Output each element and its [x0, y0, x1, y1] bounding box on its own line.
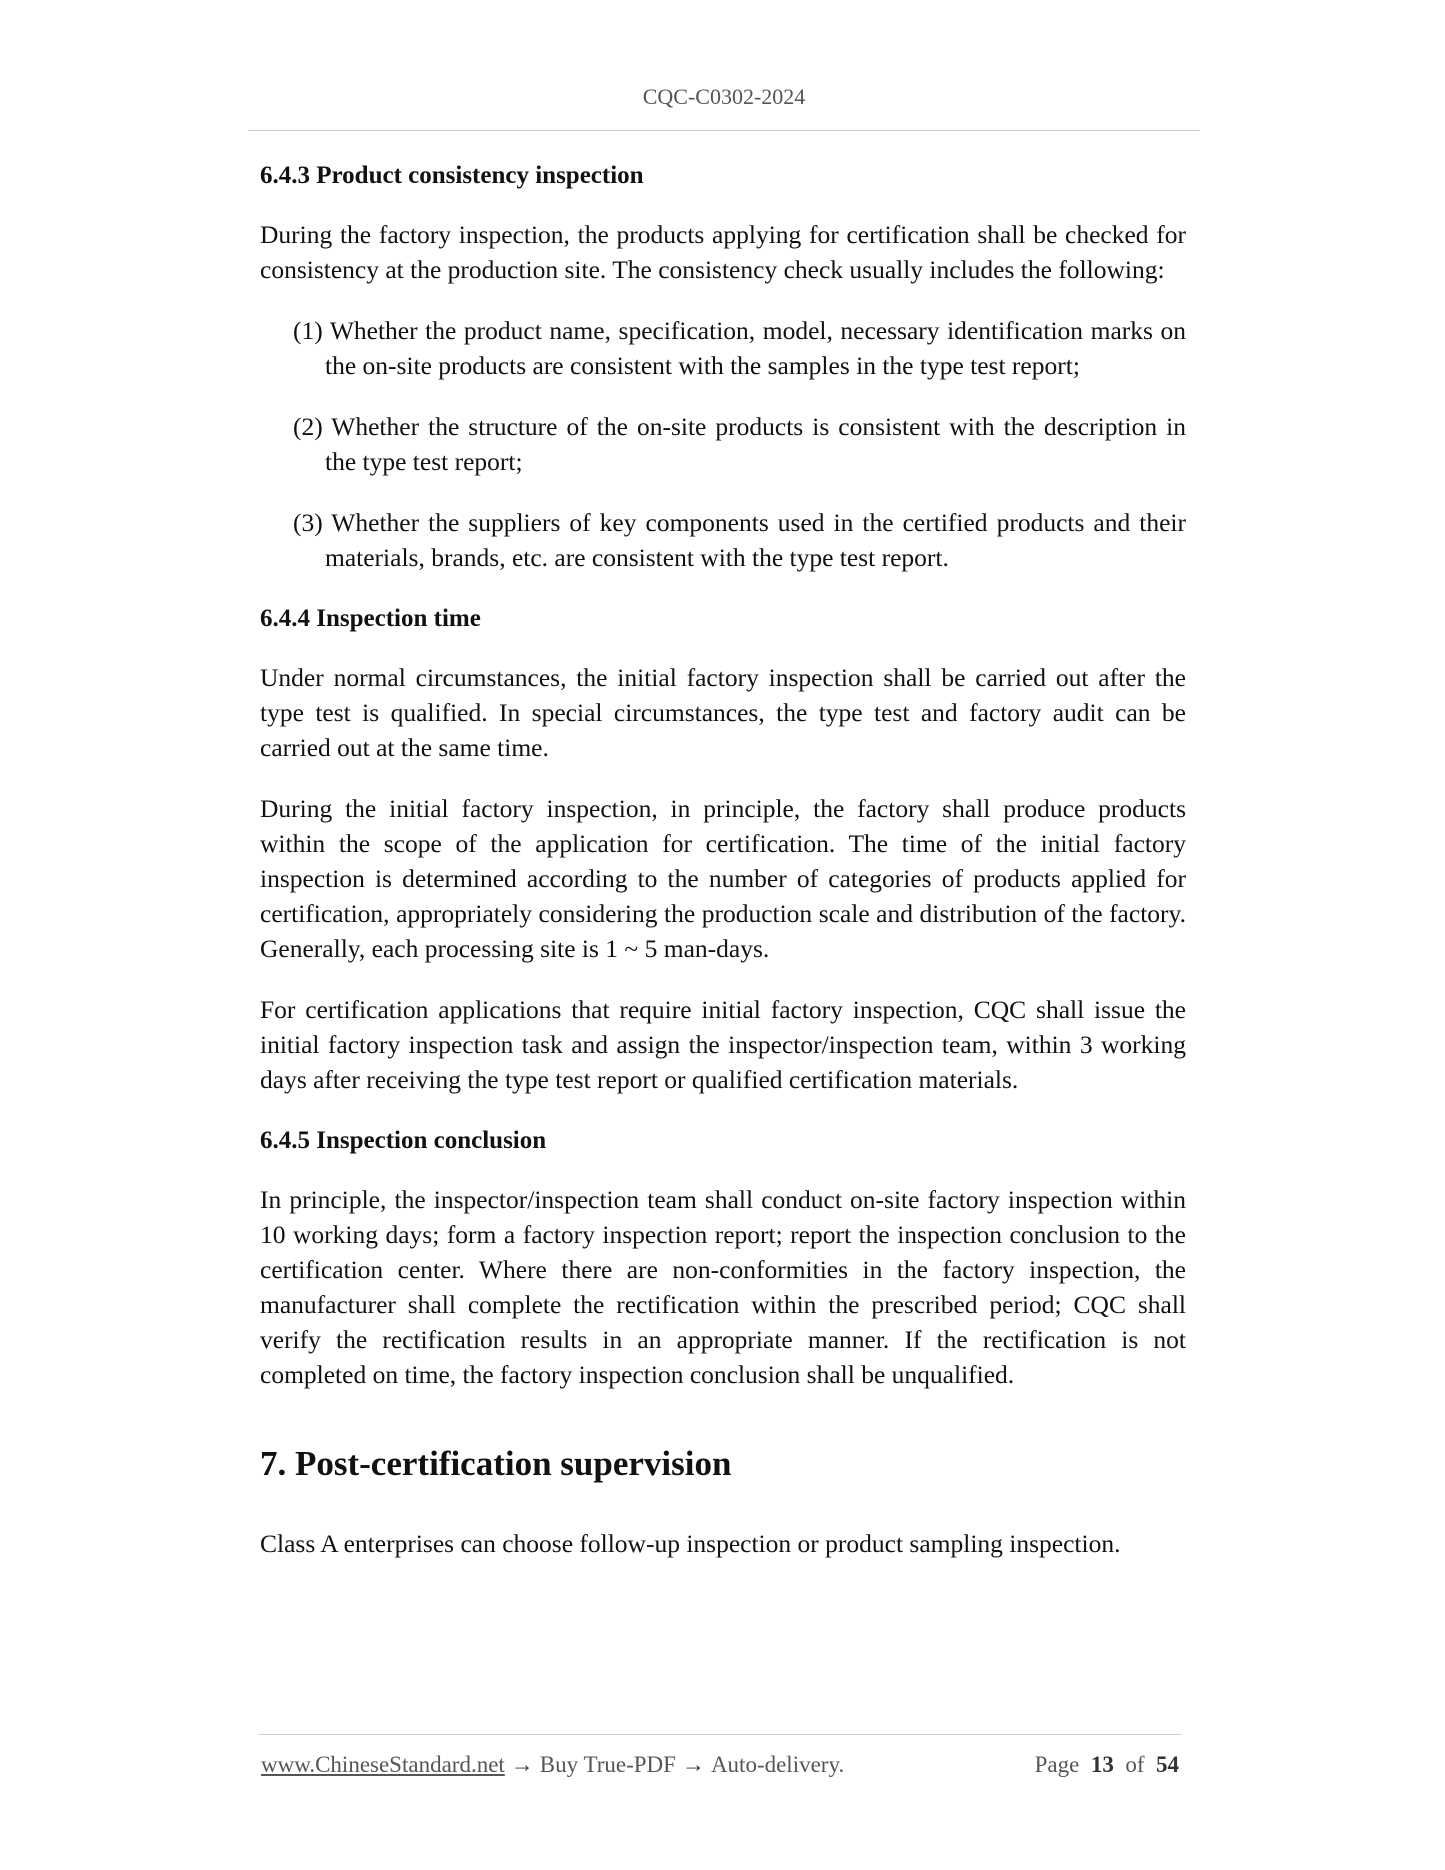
paragraph-inspection-conclusion: In principle, the inspector/inspection team shall conduct on-site factory inspection within 10 working days; form a factory inspection report; report the inspection conclusion to the certification center. Where there are non-conformities in the factory inspection, the manufacturer shall complete the rectification within the prescribed period; CQC shall verify the rectification results in an appropriate manner. If the rectification is not completed on time, the factory inspection conclusion shall be unqualified.	[260, 1185, 1186, 1389]
paragraph-inspection-time-3: For certification applications that require initial factory inspection, CQC shall issue the initial factory inspection task and assign the inspector/inspection team, within 3 working days after receiving the type test report or qualified certification materials.	[260, 995, 1186, 1094]
footer-divider	[258, 1734, 1182, 1735]
paragraph-inspection-time-2: During the initial factory inspection, in principle, the factory shall produce products within the scope of the application for certification. The time of the initial factory inspection is determined according to the number of categories of products applied for certification, appropriately considering the production scale and distribution of the factory. Generally, each processing site is 1 ~ 5 man-days.	[260, 794, 1186, 963]
list-item: (1) Whether the product name, specification, model, necessary identification marks on the on-site products are consistent with the samples in the type test report;	[293, 316, 1186, 380]
heading-6-4-5: 6.4.5 Inspection conclusion	[260, 1127, 547, 1154]
list-item: (3) Whether the suppliers of key components used in the certified products and their materials, brands, etc. are consistent with the type test report.	[293, 508, 1186, 572]
document-body	[260, 158, 1186, 1587]
page-number	[1035, 1752, 1179, 1778]
auto-delivery-text: Auto-delivery.	[710, 1752, 845, 1777]
heading-6-4-4: 6.4.4 Inspection time	[260, 605, 481, 632]
of-label: of	[1125, 1752, 1145, 1777]
heading-7: 7. Post-certification supervision	[260, 1444, 732, 1483]
buy-true-pdf-text: Buy True-PDF	[539, 1752, 676, 1777]
footer-promo	[261, 1752, 844, 1778]
header-divider	[248, 130, 1200, 131]
arrow-right-icon: →	[681, 1752, 705, 1777]
page-current: 13	[1090, 1752, 1114, 1777]
arrow-right-icon: →	[510, 1752, 534, 1777]
paragraph-consistency-intro: During the factory inspection, the products applying for certification shall be checked for consistency at the production site. The consistency check usually includes the following:	[260, 220, 1186, 284]
heading-6-4-3: 6.4.3 Product consistency inspection	[260, 162, 644, 189]
page-total: 54	[1156, 1752, 1179, 1777]
page-label: Page	[1034, 1752, 1080, 1777]
list-item: (2) Whether the structure of the on-site products is consistent with the description in the type test report;	[293, 412, 1186, 476]
paragraph-post-certification: Class A enterprises can choose follow-up inspection or product sampling inspection.	[260, 1529, 1121, 1558]
consistency-check-list	[260, 313, 1186, 575]
paragraph-inspection-time-1: Under normal circumstances, the initial factory inspection shall be carried out after the type test is qualified. In special circumstances, the type test and factory audit can be carried out at the same time.	[260, 663, 1186, 762]
page-header-doc-code: CQC-C0302-2024	[642, 84, 806, 109]
website-link[interactable]: www.ChineseStandard.net	[261, 1752, 505, 1777]
